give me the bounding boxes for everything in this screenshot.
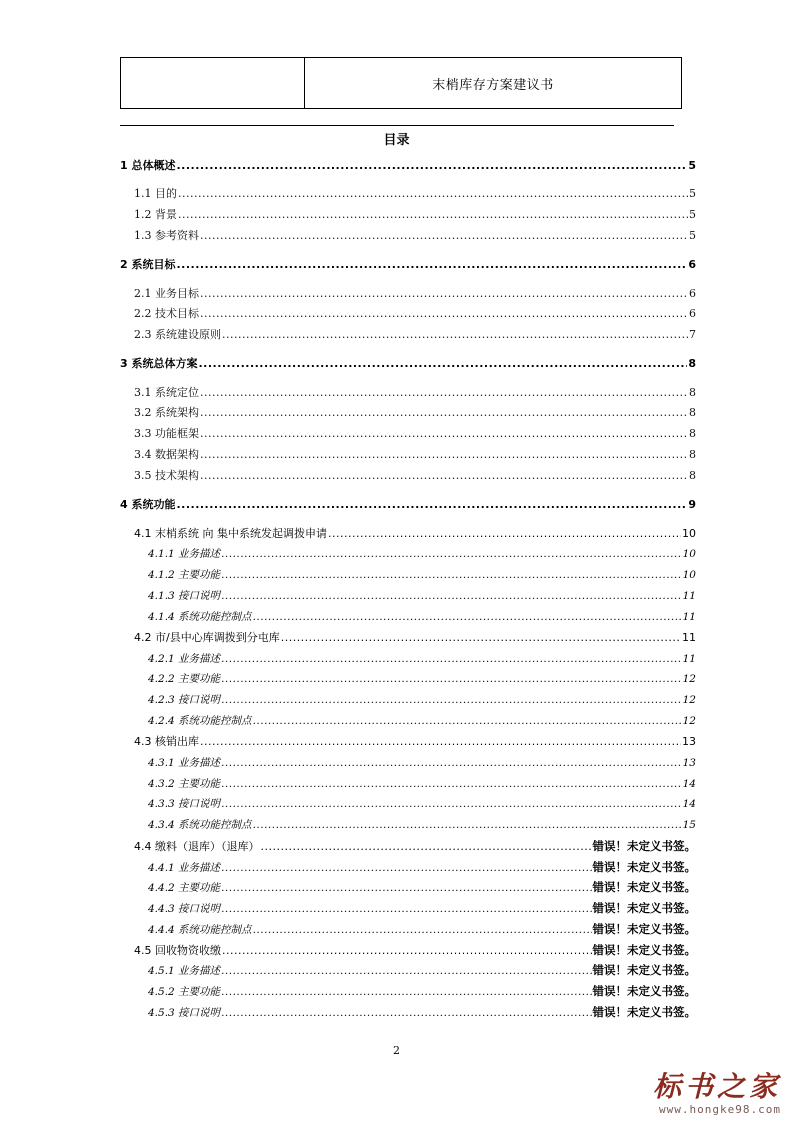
toc-leader-dots (221, 693, 682, 707)
toc-leader-dots (221, 964, 591, 978)
toc-entry-label: 4.4.2 主要功能 (148, 882, 221, 894)
toc-entry-label: 3 系统总体方案 (120, 357, 198, 370)
toc-entry-label: 4.2 市/县中心库调拨到分屯库 (134, 631, 280, 644)
toc-leader-dots (200, 386, 688, 400)
toc-entry[interactable] (148, 672, 696, 686)
toc-leader-dots (200, 307, 688, 321)
toc-leader-dots (198, 357, 687, 371)
toc-entry-label: 4.1 末梢系统 向 集中系统发起调拨申请 (134, 527, 327, 540)
toc-leader-dots (176, 159, 687, 173)
toc-leader-dots (221, 568, 682, 582)
toc-entry[interactable] (134, 527, 696, 541)
toc-entry-label: 1 总体概述 (120, 159, 176, 172)
toc-leader-dots (221, 547, 682, 561)
toc-entry-page: 10 (682, 569, 696, 581)
toc-entry-label: 4.4.4 系统功能控制点 (148, 924, 252, 936)
toc-entry[interactable] (134, 187, 696, 201)
toc-entry-page: 错误！未定义书签。 (592, 839, 696, 853)
toc-entry[interactable] (134, 386, 696, 400)
toc-entry-label: 3.3 功能框架 (134, 427, 199, 440)
toc-leader-dots (253, 714, 682, 728)
toc-leader-dots (178, 187, 688, 201)
toc-entry-page: 10 (682, 548, 696, 560)
toc-entry-page: 5 (689, 187, 696, 200)
toc-entry[interactable] (134, 631, 696, 645)
toc-entry-page: 6 (689, 287, 696, 300)
toc-entry[interactable] (148, 901, 696, 916)
toc-entry[interactable] (148, 693, 696, 707)
toc-entry[interactable] (120, 498, 696, 512)
toc-entry[interactable] (148, 1005, 696, 1020)
toc-entry[interactable] (148, 589, 696, 603)
toc-entry-label: 4.1.2 主要功能 (148, 569, 221, 581)
toc-entry[interactable] (134, 406, 696, 420)
toc-entry-label: 4.1.3 接口说明 (148, 590, 221, 602)
toc-entry-page: 错误！未定义书签。 (592, 943, 696, 957)
watermark-logo (653, 1071, 781, 1116)
toc-entry-page: 10 (682, 527, 696, 540)
toc-leader-dots (200, 448, 688, 462)
toc-leader-dots (222, 944, 592, 958)
toc-entry-label: 3.2 系统架构 (134, 406, 199, 419)
toc-entry-label: 4.3.1 业务描述 (148, 757, 221, 769)
header-table (120, 57, 682, 109)
toc-leader-dots (221, 1006, 591, 1020)
toc-leader-dots (328, 527, 681, 541)
toc-entry-label: 4.2.2 主要功能 (148, 673, 221, 685)
toc-entry[interactable] (120, 159, 696, 173)
toc-entry-page: 错误！未定义书签。 (592, 922, 696, 936)
toc-leader-dots (221, 589, 682, 603)
toc-leader-dots (221, 672, 682, 686)
toc-entry[interactable] (148, 984, 696, 999)
toc-entry-page: 5 (689, 229, 696, 242)
toc-entry[interactable] (134, 839, 696, 854)
toc-leader-dots (253, 923, 592, 937)
toc-entry[interactable] (148, 963, 696, 978)
toc-leader-dots (261, 840, 592, 854)
toc-entry-page: 12 (682, 715, 696, 727)
toc-leader-dots (200, 469, 688, 483)
toc-leader-dots (200, 735, 681, 749)
toc-entry-page: 6 (689, 307, 696, 320)
page-number: 2 (393, 1044, 400, 1057)
toc-leader-dots (200, 229, 688, 243)
toc-entry-page: 9 (688, 498, 696, 511)
toc-entry[interactable] (148, 880, 696, 895)
toc-leader-dots (221, 881, 591, 895)
toc-leader-dots (222, 328, 688, 342)
toc-entry-page: 错误！未定义书签。 (592, 963, 696, 977)
toc-entry[interactable] (120, 258, 696, 272)
toc-entry[interactable] (148, 547, 696, 561)
toc-leader-dots (221, 652, 682, 666)
toc-entry-page: 5 (689, 208, 696, 221)
toc-entry-page: 11 (682, 631, 696, 644)
toc-entry[interactable] (148, 568, 696, 582)
toc-leader-dots (221, 797, 682, 811)
toc-entry[interactable] (148, 818, 696, 832)
toc-entry-label: 4.2.1 业务描述 (148, 653, 221, 665)
toc-entry-page: 6 (688, 258, 696, 271)
toc-entry-label: 4.1.4 系统功能控制点 (148, 611, 252, 623)
toc-entry-page: 15 (682, 819, 696, 831)
toc-entry-page: 错误！未定义书签。 (592, 984, 696, 998)
toc-entry-label: 4.2.4 系统功能控制点 (148, 715, 252, 727)
toc-entry-page: 错误！未定义书签。 (592, 860, 696, 874)
toc-leader-dots (221, 756, 682, 770)
toc-entry-page: 14 (682, 798, 696, 810)
toc-entry-page: 错误！未定义书签。 (592, 880, 696, 894)
toc-entry-label: 4.3 核销出库 (134, 735, 199, 748)
toc-leader-dots (221, 902, 591, 916)
toc-entry-label: 1.2 背景 (134, 208, 177, 221)
toc-entry-label: 2.3 系统建设原则 (134, 328, 221, 341)
toc-entry-page: 7 (689, 328, 696, 341)
toc-entry[interactable] (134, 943, 696, 958)
toc-entry-label: 4 系统功能 (120, 498, 176, 511)
toc-leader-dots (221, 985, 591, 999)
toc-leader-dots (281, 631, 681, 645)
toc-entry-page: 8 (689, 406, 696, 419)
watermark-url: www.hongke98.com (659, 1103, 781, 1116)
toc-entry[interactable] (134, 307, 696, 321)
toc-entry-page: 14 (682, 778, 696, 790)
toc-entry-label: 4.3.3 接口说明 (148, 798, 221, 810)
toc-entry-page: 13 (682, 757, 696, 769)
toc-entry[interactable] (134, 229, 696, 243)
watermark-brand: 标书之家 (652, 1070, 781, 1103)
toc-leader-dots (221, 777, 682, 791)
toc-leader-dots (253, 818, 682, 832)
toc-entry-label: 3.5 技术架构 (134, 469, 199, 482)
toc-entry-page: 13 (682, 735, 696, 748)
toc-entry-page: 错误！未定义书签。 (592, 1005, 696, 1019)
toc-entry-label: 2 系统目标 (120, 258, 176, 271)
toc-entry-label: 4.1.1 业务描述 (148, 548, 221, 560)
toc-entry-page: 11 (682, 590, 696, 602)
toc-entry[interactable] (148, 922, 696, 937)
toc-entry-label: 4.5.2 主要功能 (148, 986, 221, 998)
toc-entry[interactable] (148, 610, 696, 624)
toc-entry-page: 8 (689, 427, 696, 440)
toc-entry-label: 1.1 目的 (134, 187, 177, 200)
toc-entry-label: 3.1 系统定位 (134, 386, 199, 399)
toc-leader-dots (176, 498, 687, 512)
toc-entry[interactable] (134, 735, 696, 749)
toc-entry-label: 4.3.2 主要功能 (148, 778, 221, 790)
toc-entry-page: 8 (688, 357, 696, 370)
toc-entry-page: 5 (688, 159, 696, 172)
toc-entry-label: 4.5.1 业务描述 (148, 965, 221, 977)
toc-entry-label: 1.3 参考资料 (134, 229, 199, 242)
toc-entry[interactable] (134, 287, 696, 301)
toc-entry-label: 2.1 业务目标 (134, 287, 199, 300)
toc-entry-page: 8 (689, 469, 696, 482)
toc-entry-label: 3.4 数据架构 (134, 448, 199, 461)
toc-entry-page: 11 (682, 653, 696, 665)
toc-leader-dots (200, 427, 688, 441)
toc-entry-label: 4.5 回收物资收缴 (134, 944, 221, 957)
toc-entry[interactable] (148, 797, 696, 811)
toc-entry-label: 2.2 技术目标 (134, 307, 199, 320)
toc-entry-label: 4.3.4 系统功能控制点 (148, 819, 252, 831)
toc-entry[interactable] (134, 328, 696, 342)
toc-entry[interactable] (134, 427, 696, 441)
toc-entry-label: 4.5.3 接口说明 (148, 1007, 221, 1019)
header-left-cell (121, 58, 305, 108)
toc-entry-page: 错误！未定义书签。 (592, 901, 696, 915)
toc-entry[interactable] (120, 357, 696, 371)
toc-entry-page: 8 (689, 386, 696, 399)
toc-entry-page: 12 (682, 694, 696, 706)
toc-entry[interactable] (148, 756, 696, 770)
header-rule (120, 125, 674, 126)
document-title: 末梢库存方案建议书 (432, 77, 554, 93)
toc-entry-label: 4.4.1 业务描述 (148, 862, 221, 874)
toc-leader-dots (200, 406, 688, 420)
toc-entry[interactable] (134, 469, 696, 483)
toc-leader-dots (253, 610, 682, 624)
toc-entry[interactable] (148, 652, 696, 666)
toc-entry-page: 11 (682, 611, 696, 623)
toc-entry[interactable] (148, 860, 696, 875)
toc-entry[interactable] (148, 777, 696, 791)
toc-entry-page: 12 (682, 673, 696, 685)
toc-entry-page: 8 (689, 448, 696, 461)
toc-leader-dots (178, 208, 688, 222)
toc-entry[interactable] (134, 208, 696, 222)
toc-leader-dots (176, 258, 687, 272)
toc-entry-label: 4.4 缴料（退库）（退库） (134, 840, 260, 853)
toc-entry-label: 4.2.3 接口说明 (148, 694, 221, 706)
toc-entry[interactable] (148, 714, 696, 728)
toc-entry-label: 4.4.3 接口说明 (148, 903, 221, 915)
toc-leader-dots (221, 861, 591, 875)
toc-entry[interactable] (134, 448, 696, 462)
toc-leader-dots (200, 287, 688, 301)
toc-title: 目录 (383, 133, 410, 148)
